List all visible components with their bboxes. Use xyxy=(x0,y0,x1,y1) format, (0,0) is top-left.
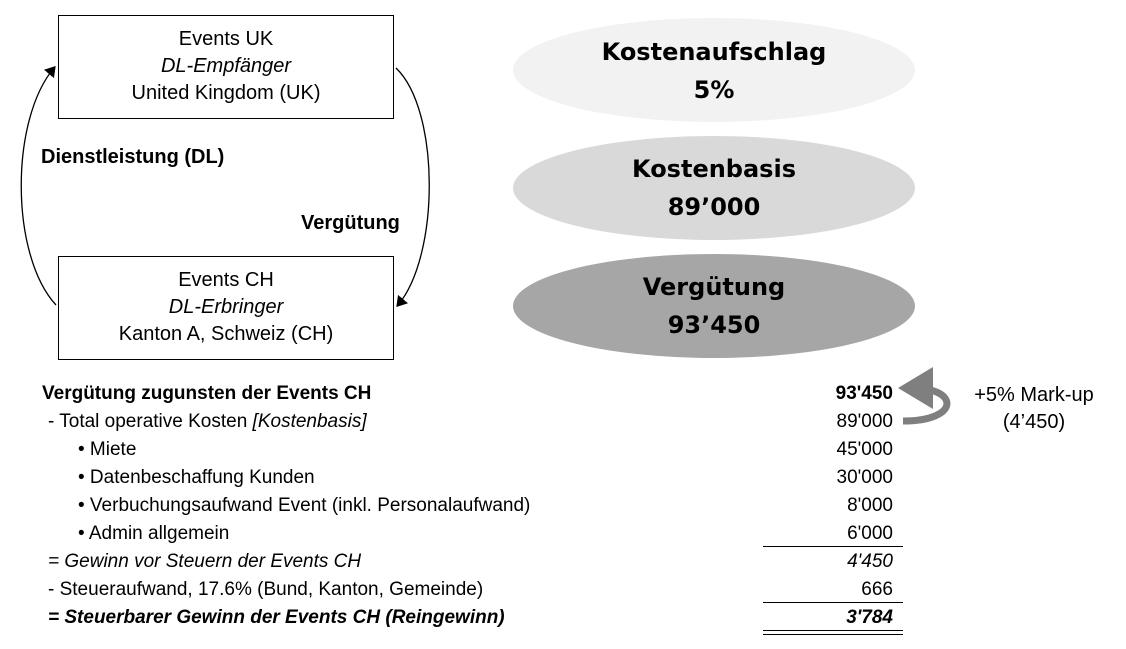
cost-markup-value: 5% xyxy=(693,76,735,104)
service-arrow xyxy=(21,68,56,305)
row-tax-value: 666 xyxy=(861,579,893,600)
row-booking-expense-label: • Verbuchungsaufwand Event (inkl. Personalaufwand) xyxy=(78,495,531,516)
row-remuneration-value: 93'450 xyxy=(835,383,893,404)
row-operating-costs-value: 89'000 xyxy=(836,411,893,432)
tax-rule xyxy=(763,602,903,603)
cost-markup-ellipse xyxy=(513,18,915,122)
events-uk-location: United Kingdom (UK) xyxy=(131,82,321,104)
row-operating-costs-label xyxy=(48,410,367,434)
row-taxable-profit-label: = Steuerbarer Gewinn der Events CH (Reingewinn) xyxy=(48,607,505,628)
events-ch-role: DL-Erbringer xyxy=(168,296,284,318)
markup-note-line1: +5% Mark-up xyxy=(974,384,1094,406)
row-tax-label: - Steueraufwand, 17.6% (Bund, Kanton, Gemeinde) xyxy=(48,579,484,600)
service-label: Dienstleistung (DL) xyxy=(41,146,225,168)
row-taxable-profit-value: 3'784 xyxy=(846,607,893,628)
row-rent-value: 45'000 xyxy=(836,439,893,460)
row-pretax-profit-label: = Gewinn vor Steuern der Events CH xyxy=(48,551,362,572)
payment-arrow xyxy=(396,68,429,305)
cost-basis-ellipse xyxy=(513,136,915,240)
row-rent-label: • Miete xyxy=(78,439,137,460)
markup-note xyxy=(958,382,1110,436)
events-uk-role: DL-Empfänger xyxy=(160,55,292,77)
row-data-acquisition-value: 30'000 xyxy=(836,467,893,488)
remuneration-ellipse xyxy=(513,254,915,358)
subtotal-rule xyxy=(763,546,903,547)
events-uk-name: Events UK xyxy=(178,28,274,50)
events-ch-name: Events CH xyxy=(178,269,274,291)
operating-costs-italic: [Kostenbasis] xyxy=(252,411,367,432)
row-pretax-profit-value: 4'450 xyxy=(847,551,893,572)
total-double-rule-top xyxy=(763,630,903,631)
cost-basis-value: 89’000 xyxy=(667,193,761,221)
markup-arrow xyxy=(903,388,947,421)
payment-label: Vergütung xyxy=(301,212,400,234)
row-remuneration-label: Vergütung zugunsten der Events CH xyxy=(42,383,372,404)
row-data-acquisition-label: • Datenbeschaffung Kunden xyxy=(78,467,315,488)
markup-note-line2: (4’450) xyxy=(1002,411,1066,433)
row-admin-value: 6'000 xyxy=(847,523,893,544)
remuneration-title: Vergütung xyxy=(642,273,786,301)
row-admin-label: • Admin allgemein xyxy=(78,523,230,544)
cost-basis-title: Kostenbasis xyxy=(632,155,796,183)
cost-markup-title: Kostenaufschlag xyxy=(601,38,827,66)
remuneration-value: 93’450 xyxy=(667,311,761,339)
row-booking-expense-value: 8'000 xyxy=(847,495,893,516)
total-double-rule-bottom xyxy=(763,634,903,635)
events-ch-location: Kanton A, Schweiz (CH) xyxy=(118,323,334,345)
operating-costs-text: - Total operative Kosten xyxy=(48,411,253,432)
